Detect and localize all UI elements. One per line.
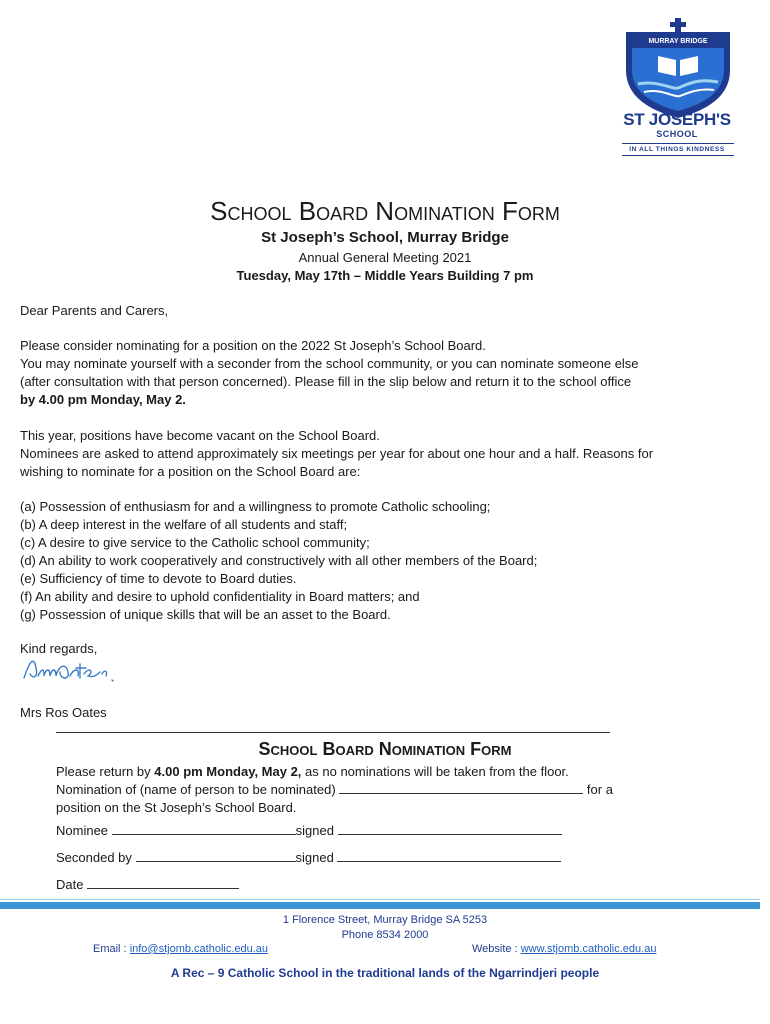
page-title: School Board Nomination Form [210,196,560,226]
slip-return-instructions [56,763,676,781]
footer-address: 1 Florence Street, Murray Bridge SA 5253 [282,914,488,926]
website-label: Website : [472,943,521,955]
list-item: (g) Possession of unique skills that will be an asset to the Board. [20,607,391,622]
nomination-suffix: for a [586,782,613,797]
letter-paragraph-1 [20,337,740,409]
nominee-label: Nominee [56,823,109,838]
letter-greeting: Dear Parents and Carers, [20,303,169,318]
letter-paragraph-2 [20,427,740,481]
date-field[interactable] [87,876,239,889]
list-item: (a) Possession of enthusiasm for and a willingness to promote Catholic schooling; [20,499,491,514]
date-label: Date [56,877,84,892]
footer-divider-thin [0,899,760,900]
logo-school-name: ST JOSEPH'S [623,110,731,129]
meeting-name: Annual General Meeting 2021 [298,250,472,265]
footer-phone: Phone 8534 2000 [341,929,429,941]
slip-title: School Board Nomination Form [258,739,512,759]
seconder-row [56,849,676,867]
footer-email [93,943,268,955]
return-prefix: Please return by [56,764,155,779]
website-link[interactable]: www.stjomb.catholic.edu.au [520,943,657,955]
paragraph-line: You may nominate yourself with a seconder from the school community, or you can nominate someone else [20,356,639,371]
letter-closing: Kind regards, [20,641,98,656]
signed-label: signed [295,823,334,838]
nominee-row [56,822,676,840]
logo-school-subtitle: SCHOOL [656,129,698,139]
email-link[interactable]: info@stjomb.catholic.edu.au [129,943,269,955]
submission-deadline: by 4.00 pm Monday, May 2. [20,392,186,407]
footer-website [472,943,656,955]
nomination-line-2: position on the St Joseph’s School Board. [56,800,297,815]
footer-tagline: A Rec – 9 Catholic School in the traditional lands of the Ngarrindjeri people [170,966,600,980]
list-item: (c) A desire to give service to the Catholic school community; [20,535,370,550]
seconder-signature-field[interactable] [337,849,561,862]
meeting-details: Tuesday, May 17th – Middle Years Building 7 pm [236,268,534,283]
nominee-signature-field[interactable] [338,822,562,835]
paragraph-line: wishing to nominate for a position on the School Board are: [20,464,361,479]
logo-banner-text: MURRAY BRIDGE [648,38,708,45]
nominee-field[interactable] [112,822,296,835]
logo-motto: IN ALL THINGS KINDNESS [629,146,725,153]
paragraph-line: This year, positions have become vacant on the School Board. [20,428,380,443]
list-item: (d) An ability to work cooperatively and constructively with all other members of the Board; [20,553,538,568]
school-name: St Joseph’s School, Murray Bridge [261,229,509,246]
paragraph-line: Please consider nominating for a position on the 2022 St Joseph’s School Board. [20,338,486,353]
email-label: Email : [93,943,130,955]
seconded-label: Seconded by [56,850,132,865]
paragraph-line: (after consultation with that person concerned). Please fill in the slip below and return it to the school office [20,374,632,389]
list-item: (b) A deep interest in the welfare of all students and staff; [20,517,348,532]
slip-nomination-line [56,781,676,817]
seconder-field[interactable] [136,849,296,862]
list-item: (f) An ability and desire to uphold confidentiality in Board matters; and [20,589,420,604]
nominated-person-field[interactable] [339,781,583,794]
reasons-list [20,498,740,624]
logo-divider [622,143,734,144]
nomination-label: Nomination of (name of person to be nominated) [56,782,336,797]
return-deadline: 4.00 pm Monday, May 2, [154,764,302,779]
signer-name: Mrs Ros Oates [20,705,107,720]
return-suffix: as no nominations will be taken from the floor. [301,764,569,779]
list-item: (e) Sufficiency of time to devote to Board duties. [20,571,297,586]
footer-divider-bar [0,902,760,909]
cut-line-divider [56,732,610,733]
paragraph-line: Nominees are asked to attend approximately six meetings per year for about one hour and a half. Reasons for [20,446,654,461]
handwritten-signature [20,650,135,688]
logo-divider-bottom [622,155,734,156]
date-row [56,876,676,894]
signed-label: signed [295,850,334,865]
